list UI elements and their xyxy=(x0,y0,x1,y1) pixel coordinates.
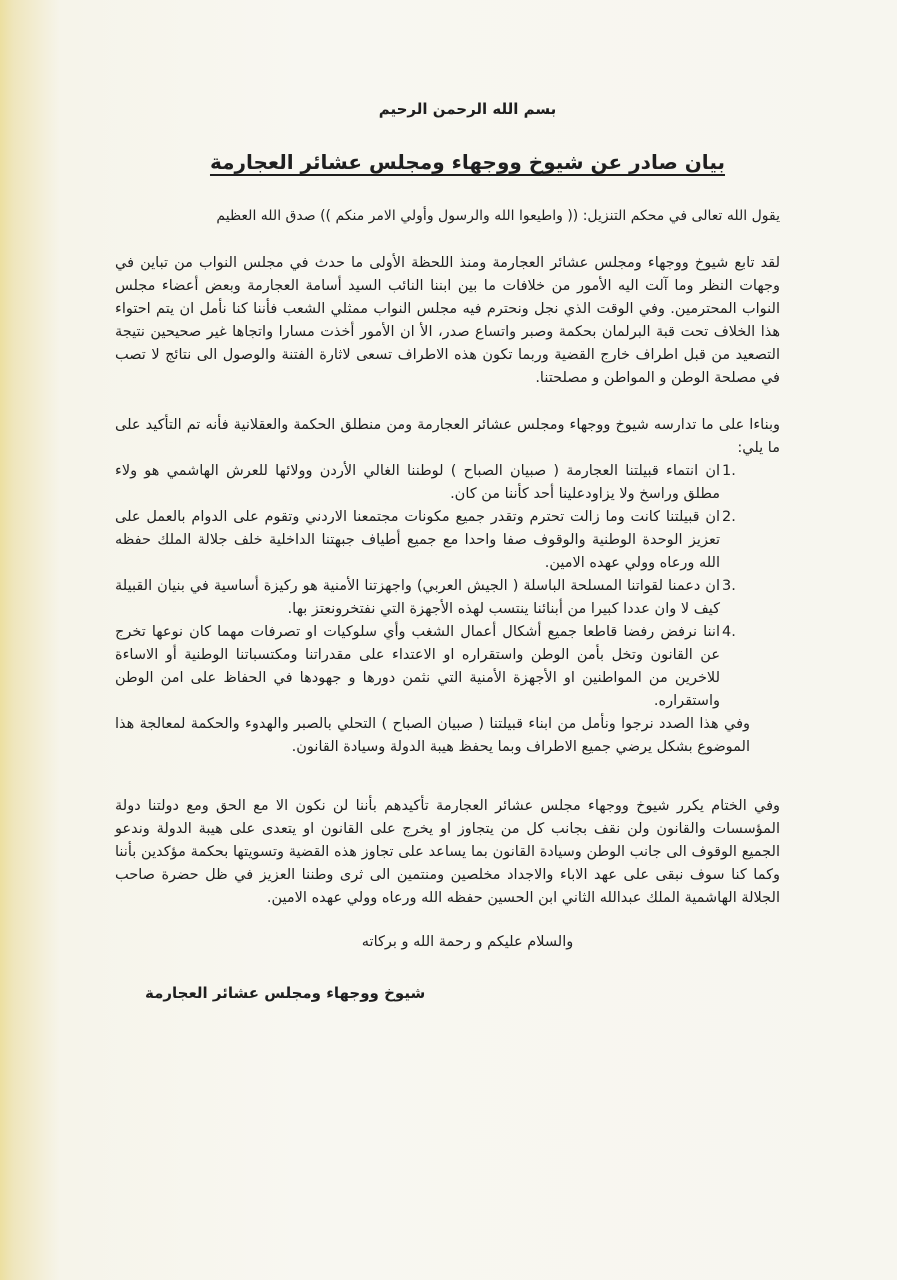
list-item-number: 4. xyxy=(722,624,736,640)
list-item xyxy=(115,575,750,621)
list-item-number: 3. xyxy=(722,578,736,594)
list-item-number: 1. xyxy=(722,463,736,479)
list-item-text: ان دعمنا لقواتنا المسلحة الباسلة ( الجيش العربي) واجهزتنا الأمنية هو ركيزة أساسية في بنيان القبيلة كيف لا وان عددا كبيرا من أبنائنا ينتسب لهذه الأجهزة التي نفتخرونعتز بها. xyxy=(115,578,720,617)
list-item xyxy=(115,506,750,575)
salutation: والسلام عليكم و رحمة الله و بركاته xyxy=(361,934,574,950)
list-item-number: 2. xyxy=(722,509,736,525)
list-item-text: ان قبيلتنا كانت وما زالت تحترم وتقدر جميع مكونات مجتمعنا الاردني وتقوم على الدوام بالعمل على تعزيز الوحدة الوطنية والوقوف صفا واحدا مع جميع أطياف جبهتنا الداخلية خلف جلالة الملك حفظه الله ورعاه وولي عهده الامين. xyxy=(115,509,720,571)
list-item-text: اننا نرفض رفضا قاطعا جميع أشكال أعمال الشغب وأي سلوكيات او تصرفات مهما كان نوعها تخرج عن القانون وتخل بأمن الوطن واستقراره او الاعتداء على مقدراتنا ومكتسباتنا الوطنية أو الاساءة للاخرين من المواطنين او الأجهزة الأمنية التي نثمن دورها و جهودها في الحفاظ على امن الوطن واستقراره. xyxy=(115,624,720,709)
paragraph-conclusion: وفي الختام يكرر شيوخ ووجهاء مجلس عشائر العجارمة تأكيدهم بأننا لن نكون الا مع الحق ومع دولتنا دولة المؤسسات والقانون ولن نقف بجانب كل من يتجاوز او يخرج على القانون او يتعدى على هيبة الدولة وندعو الجميع الوقوف الى جانب الوطن وسيادة القانون بما يساعد على تجاوز هذه القضية وتسويتها بحكمة مؤكدين بأننا وكما كنا سوف نبقى على عهد الاباء والاجداد مخلصين ومنتمين الى ثرى وطننا العزيز في ظل حضرة صاحب الجلالة الهاشمية الملك عبدالله الثاني ابن الحسين حفظه الله ورعاه وولي عهده الامين. xyxy=(115,798,780,906)
list-item xyxy=(115,460,750,506)
paragraph-appeal: وفي هذا الصدد نرجوا ونأمل من ابناء قبيلتنا ( صبيان الصباح ) التحلي بالصبر والهدوء والحكمة لمعالجة هذا الموضوع بشكل يرضي جميع الاطراف وبما يحفظ هيبة الدولة وسيادة القانون. xyxy=(115,716,750,755)
document-body xyxy=(115,100,780,1002)
basmala-heading: بسم الله الرحمن الرحيم xyxy=(378,100,557,118)
list-item-text: ان انتماء قبيلتنا العجارمة ( صبيان الصباح ) لوطننا الغالي الأردن وولائها للعرش الهاشمي هو ولاء مطلق وراسخ ولا يزاودعلينا أحد كأننا من كان. xyxy=(115,463,720,502)
paragraph-lead: وبناءا على ما تدارسه شيوخ ووجهاء ومجلس عشائر العجارمة ومن منطلق الحكمة والعقلانية فأنه تم التأكيد على ما يلي: xyxy=(115,417,780,456)
quran-verse: يقول الله تعالى في محكم التنزيل: (( واطيعوا الله والرسول وأولي الامر منكم )) صدق الله العظيم xyxy=(216,208,780,224)
signature-line: شيوخ ووجهاء ومجلس عشائر العجارمة xyxy=(145,984,426,1002)
paragraph-intro: لقد تابع شيوخ ووجهاء ومجلس عشائر العجارمة ومنذ اللحظة الأولى ما حدث في مجلس النواب من تباين في وجهات النظر وما آلت اليه الأمور من خلافات ما بين ابننا النائب السيد أسامة العجارمة وبعض أعضاء مجلس النواب المحترمين. وفي الوقت الذي نجل ونحترم فيه مجلس النواب ممثلي الشعب فأننا كنا نأمل ان يتم احتواء هذا الخلاف تحت قبة البرلمان بحكمة وصبر واتساع صدر، الأ ان الأمور أخذت مسارا واتجاها غير صحيحين نتيجة التصعيد من قبل اطراف خارج القضية وربما تكون هذه الاطراف تسعى لاثارة الفتنة والوصول الى نتائج لا تصب في مصلحة الوطن و المواطن و مصلحتنا. xyxy=(115,255,780,386)
points-list xyxy=(115,460,780,713)
statement-title: بيان صادر عن شيوخ ووجهاء ومجلس عشائر العجارمة xyxy=(209,150,725,174)
list-item xyxy=(115,621,750,713)
